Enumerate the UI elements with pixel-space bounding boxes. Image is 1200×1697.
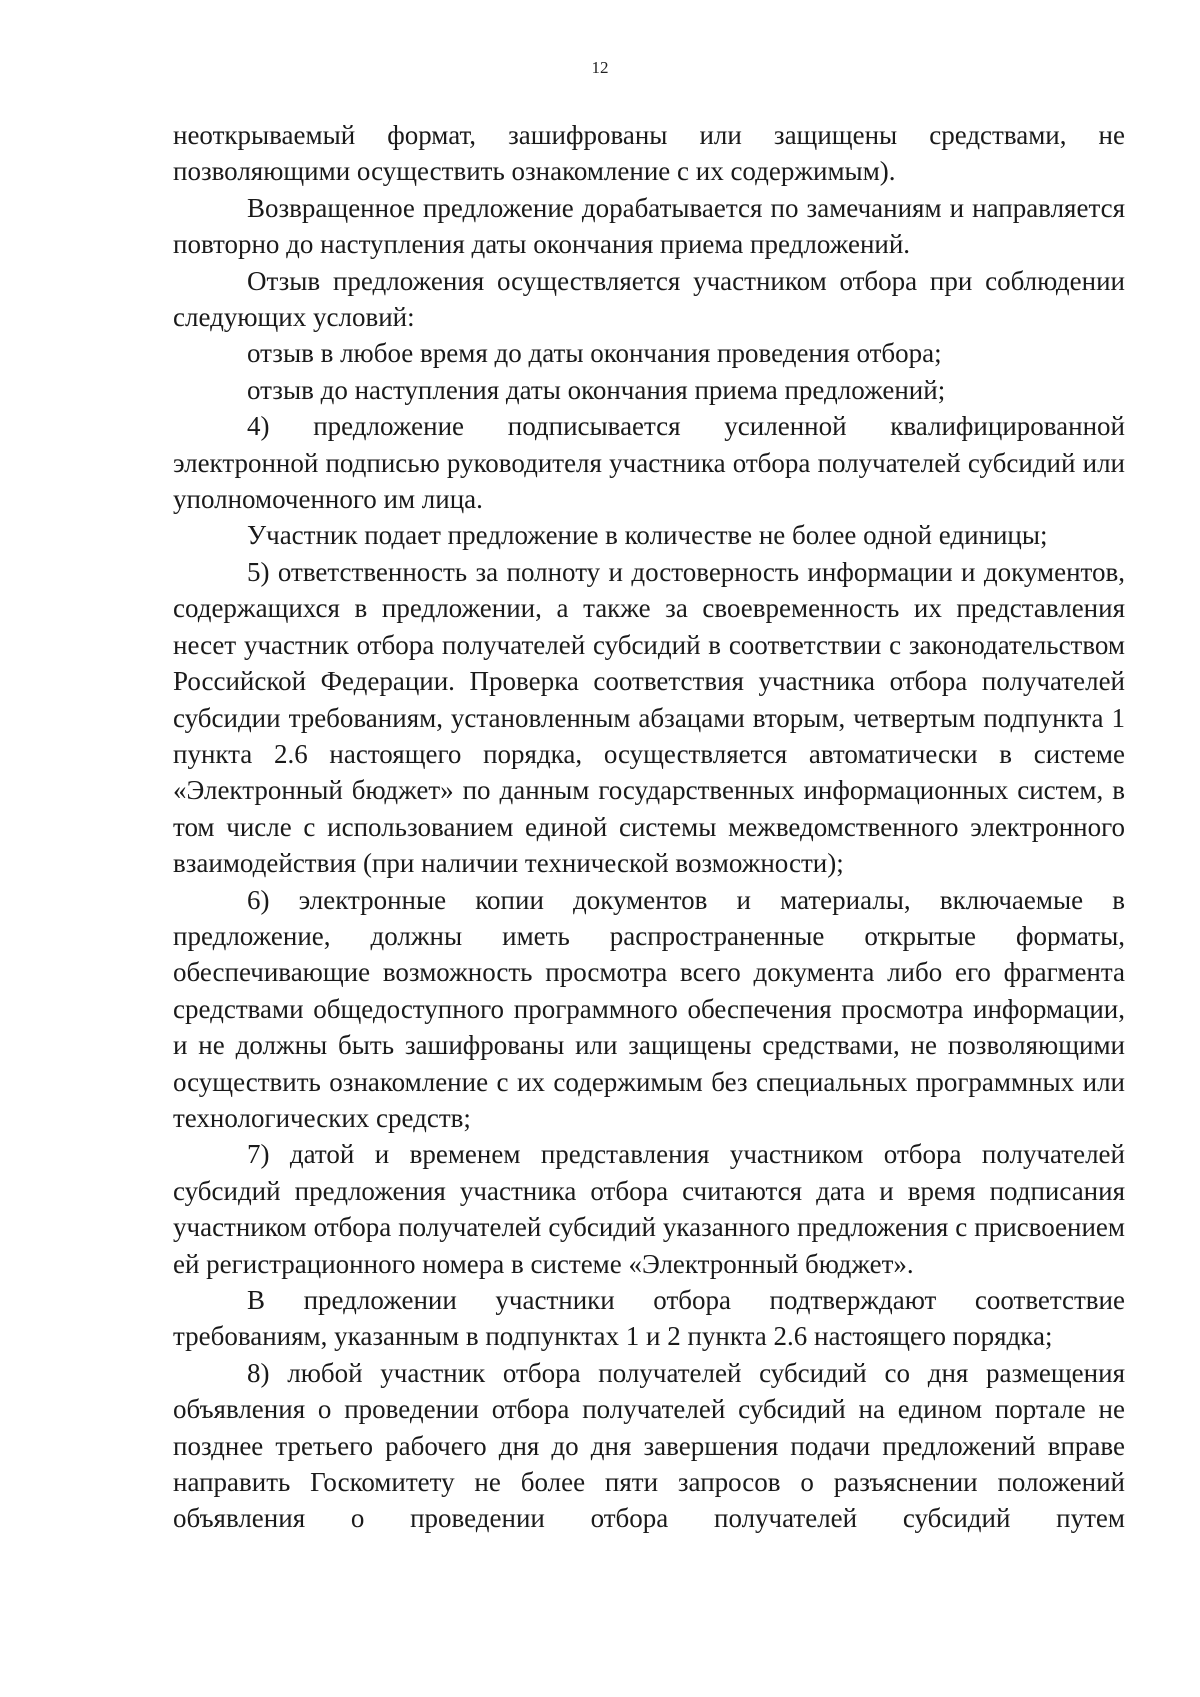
- paragraph-item-5-responsibility: 5) ответственность за полноту и достоверность информации и документов, содержащихся в предложении, а также за своевременность их представления несет участник отбора получателей субсидий в соответствии с законодательством Российской Федерации. Проверка соответствия участника отбора получателей субсидии требованиям, установленным абзацами вторым, четвертым подпункта 1 пункта 2.6 настоящего порядка, осуществляется автоматически в системе «Электронный бюджет» по данным государственных информационных систем, в том числе с использованием единой системы межведомственного электронного взаимодействия (при наличии технической возможности);: [173, 556, 1125, 879]
- paragraph-single-proposal: Участник подает предложение в количестве не более одной единицы;: [247, 520, 1048, 551]
- paragraph-item-6-electronic-copies: 6) электронные копии документов и материалы, включаемые в предложение, должны иметь распространенные открытые форматы, обеспечивающие возможность просмотра всего документа либо его фрагмента средствами общедоступного программного обеспечения просмотра информации, и не должны быть зашифрованы или защищены средствами, не позволяющими осуществить ознакомление с их содержимым без специальных программных или технологических средств;: [173, 884, 1125, 1133]
- paragraph-compliance-confirmation: В предложении участники отбора подтверждают соответствие требованиям, указанным в подпунктах 1 и 2 пункта 2.6 настоящего порядка;: [173, 1285, 1125, 1352]
- paragraph-continuation: неоткрываемый формат, зашифрованы или защищены средствами, не позволяющими осуществить ознакомление с их содержимым).: [173, 120, 1125, 187]
- document-body: [173, 117, 1125, 1537]
- paragraph-item-4-signature: 4) предложение подписывается усиленной квалифицированной электронной подписью руководителя участника отбора получателей субсидий или уполномоченного им лица.: [173, 411, 1125, 515]
- paragraph-returned-proposal: Возвращенное предложение дорабатывается по замечаниям и направляется повторно до наступления даты окончания приема предложений.: [173, 192, 1125, 260]
- page-number: 12: [591, 58, 609, 77]
- paragraph-item-7-submission-date: 7) датой и временем представления участником отбора получателей субсидий предложения участника отбора считаются дата и время подписания участником отбора получателей субсидий указанного предложения с присвоением ей регистрационного номера в системе «Электронный бюджет».: [173, 1139, 1125, 1279]
- paragraph-item-8-clarification-requests: 8) любой участник отбора получателей субсидий со дня размещения объявления о проведении отбора получателей субсидий на едином портале не позднее третьего рабочего дня до дня завершения подачи предложений вправе направить Госкомитету не более пяти запросов о разъяснении положений объявления о проведении отбора получателей субсидий путем: [173, 1357, 1125, 1534]
- paragraph-withdrawal-conditions: Отзыв предложения осуществляется участником отбора при соблюдении следующих условий:: [173, 265, 1125, 333]
- paragraph-withdrawal-anytime: отзыв в любое время до даты окончания проведения отбора;: [247, 338, 942, 369]
- paragraph-withdrawal-before-deadline: отзыв до наступления даты окончания приема предложений;: [247, 374, 946, 405]
